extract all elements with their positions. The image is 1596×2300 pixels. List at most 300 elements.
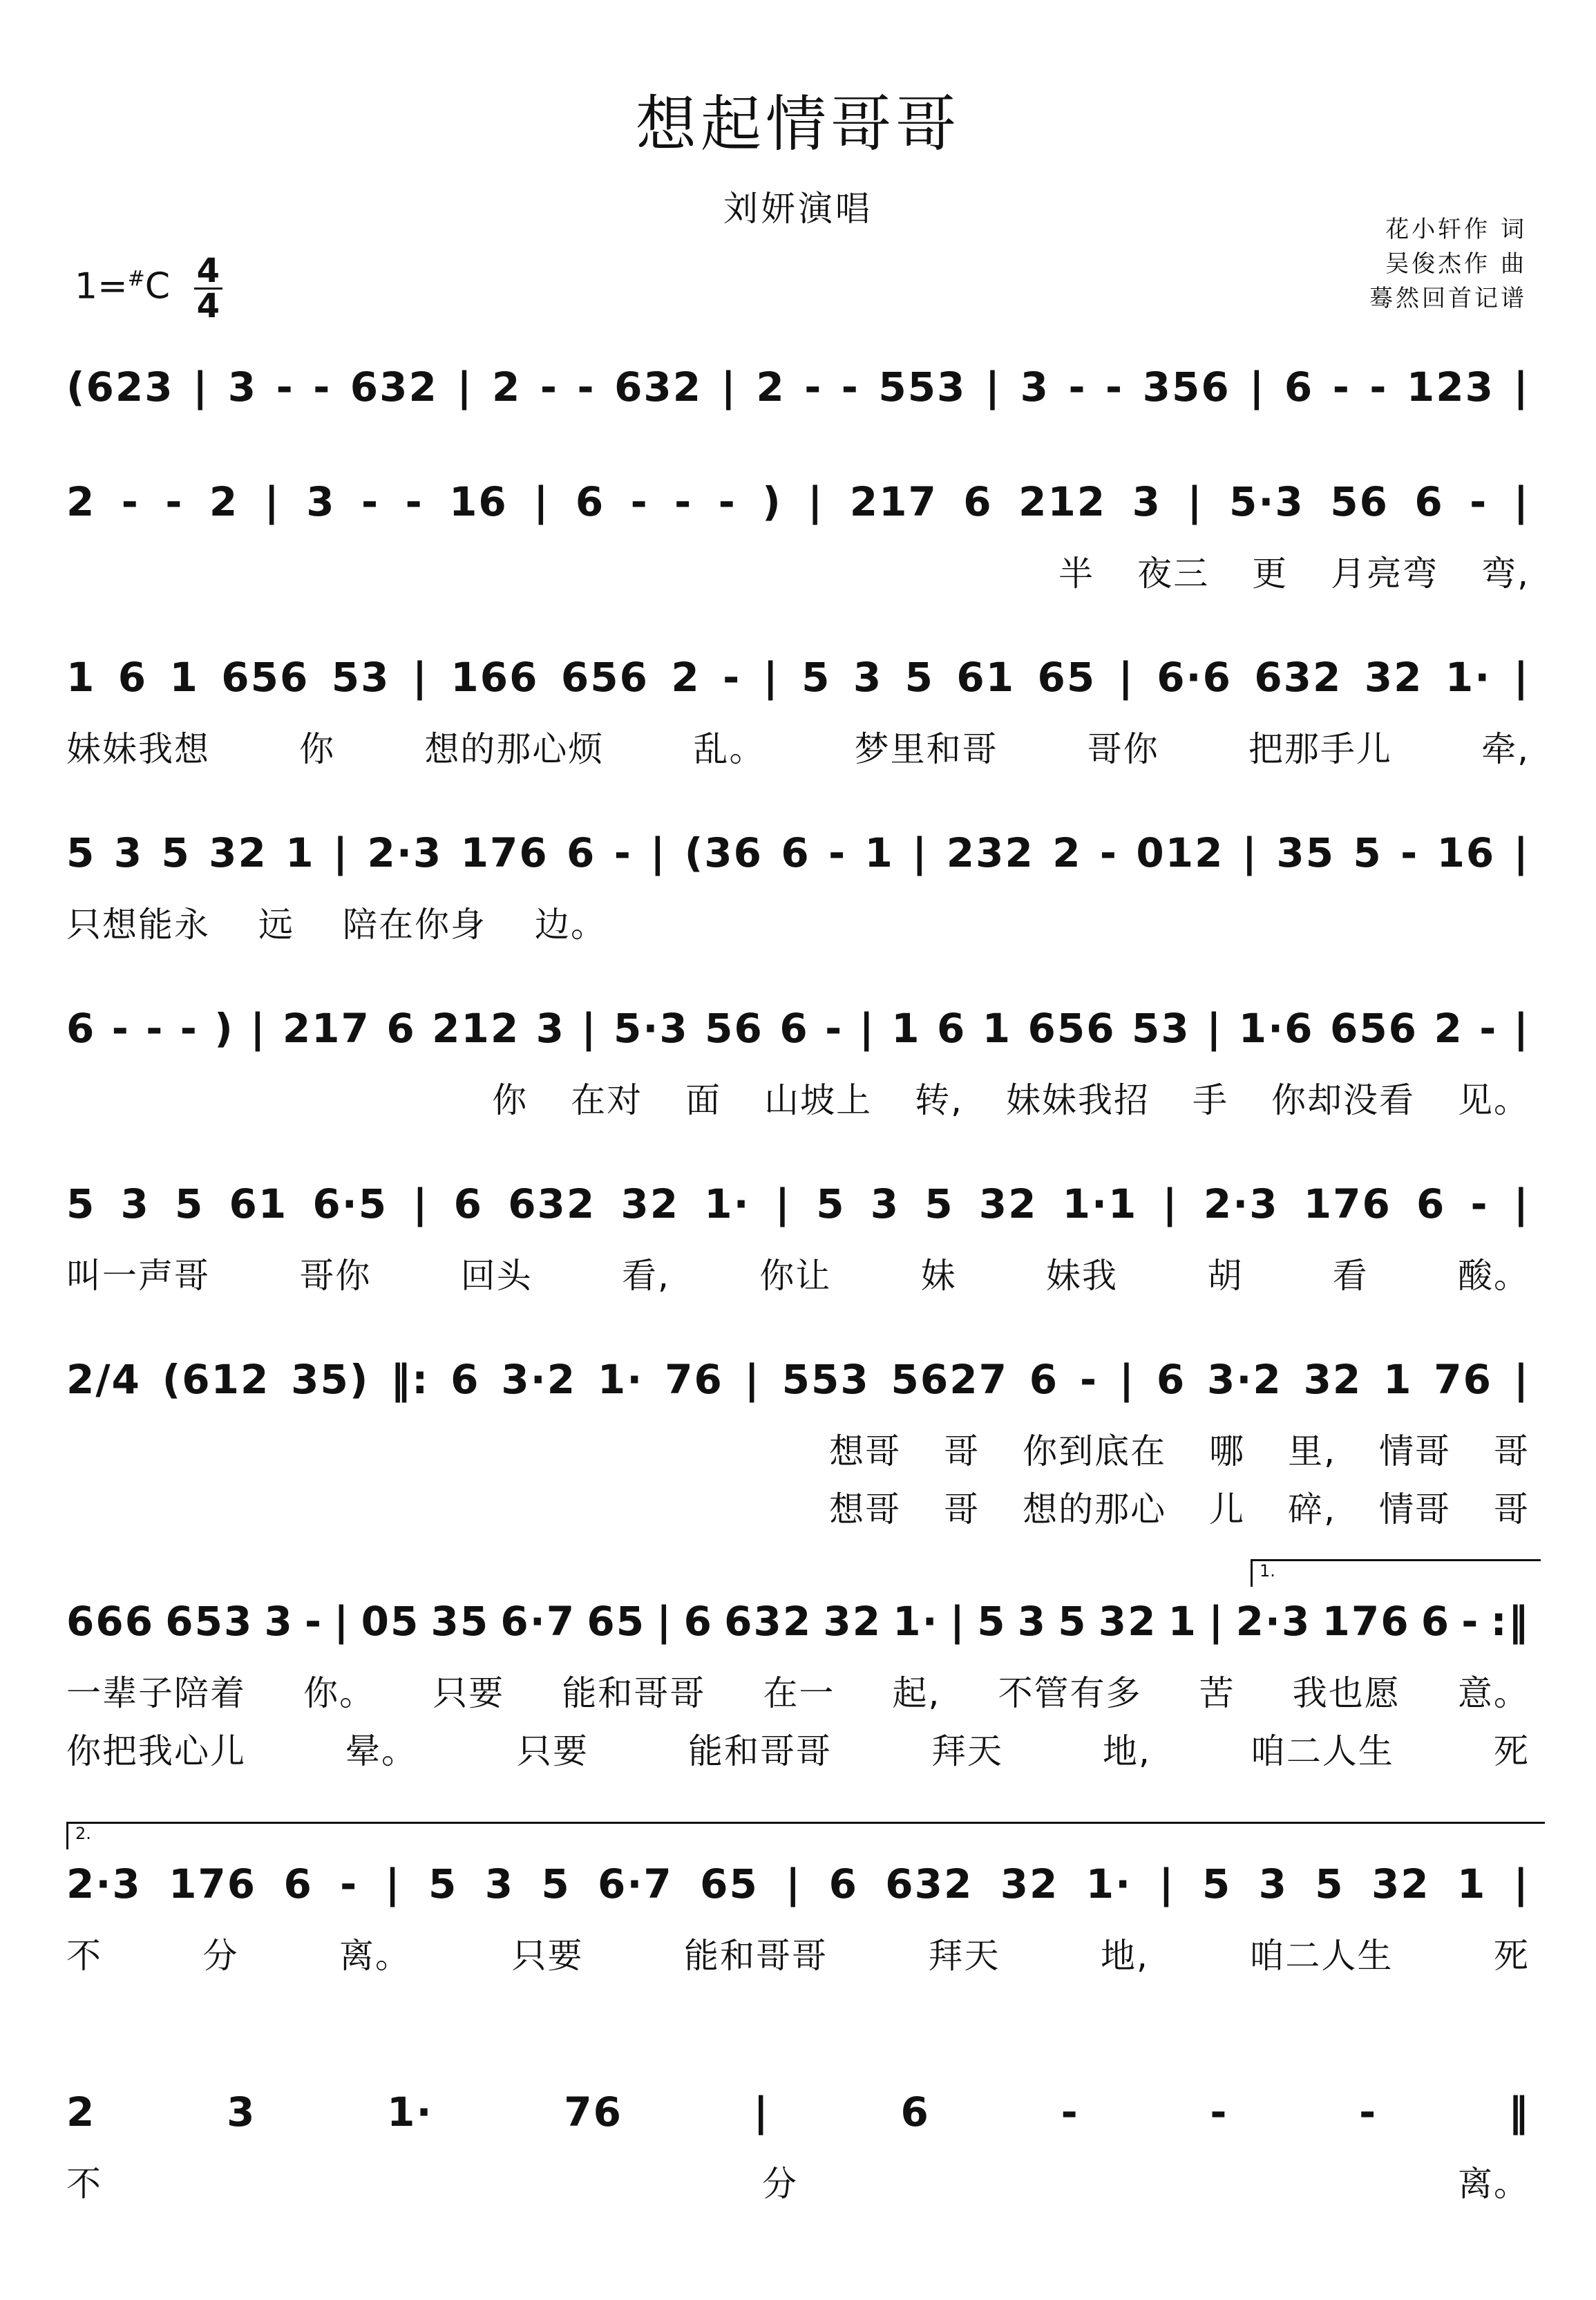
lyric-word: 想的那心 [1023,1489,1167,1529]
note-group: 35 [1276,829,1336,876]
note-group: 632 [724,1598,813,1645]
bar-line: | [193,364,209,411]
note-group: 232 [946,829,1034,876]
key-signature [75,252,222,326]
note-group: 6 [386,1005,416,1052]
note-group: 1·6 [1238,1005,1314,1052]
note-group: 3 [227,2089,256,2136]
lyric-word: 里, [1288,1431,1336,1471]
note-group: 1 [1456,1860,1487,1907]
note-group: - [1079,1356,1099,1403]
note-group: 5 [175,1180,205,1227]
note-group: 3 [306,478,336,525]
note-group: - [630,478,649,525]
note-group: 56 [1330,478,1389,525]
note-group: - [718,478,737,525]
bar-line: | [1513,364,1530,411]
lyric-word: 碎, [1288,1489,1336,1529]
notation-text [66,1176,1530,1232]
note-group: 2·3 [66,1860,142,1907]
lyric-word: 叫一声哥 [66,1256,210,1296]
notation-text [66,1352,1530,1407]
note-group: 1· [893,1598,939,1645]
lyric-word: 只要 [511,1936,584,1976]
lyric-word: 拜天 [928,1936,1000,1976]
note-group: - [1105,364,1124,411]
lyric-word: 哥你 [1087,729,1159,769]
note-group: 2·3 [1235,1598,1311,1645]
note-group: 53 [1132,1005,1190,1052]
lyric-word: 哥你 [299,1256,372,1296]
lyric-word: 我也愿 [1292,1673,1400,1713]
note-group: 632 [614,364,703,411]
note-group: - [180,1005,198,1052]
lyric-word: 月亮弯 [1331,554,1439,594]
bar-line: | [650,829,667,876]
note-group: 5627 [891,1356,1008,1403]
note-group: 61 [956,654,1016,701]
lyric-word: 只想能永 [66,905,210,945]
lyric-word: 起, [892,1673,941,1713]
note-group: - [1369,364,1388,411]
note-group: 3 [264,1598,294,1645]
lyric-word: 你却没看 [1271,1080,1415,1120]
notation-line [0,1856,1596,1912]
note-group: 2/4 [66,1356,141,1403]
note-group: 2·3 [1203,1180,1279,1227]
notation-text [66,359,1530,415]
note-group: 1· [597,1356,644,1403]
lyric-word: 看 [1332,1256,1369,1296]
note-group: 6 [283,1860,313,1907]
lyric-word: 哥 [1494,1489,1530,1529]
note-group: 56 [705,1005,763,1052]
lyric-word: 夜三 [1137,554,1210,594]
note-group: - [1332,364,1351,411]
note-group: 553 [781,1356,870,1403]
note-group: - [1470,478,1488,525]
lyric-word: 哪 [1209,1431,1246,1471]
note-group: (612 [162,1356,270,1403]
notation-text [66,1594,1530,1649]
bar-line: | [1206,1005,1223,1052]
note-group: 656 [1329,1005,1418,1052]
note-group: - [1400,829,1419,876]
lyric-word: 不 [66,1936,102,1976]
lyric-word: 分 [202,1936,239,1976]
note-group: - [305,1598,323,1645]
bar-line: | [763,654,779,701]
note-group: 176 [169,1860,257,1907]
song-title: 想起情哥哥 [635,88,960,160]
note-group: - [276,364,294,411]
note-group: 5 [541,1860,571,1907]
bar-line: | [1513,478,1530,525]
note-group: 212 [1018,478,1107,525]
note-group: 553 [878,364,967,411]
note-group: 3 [1020,364,1049,411]
bar-line: | [753,2089,770,2136]
lyricist-credit: 花小轩作 词 [1385,216,1527,243]
note-group: 6·6 [1157,654,1232,701]
bar-line: | [250,1005,267,1052]
lyric-word: 地, [1101,1936,1149,1976]
note-group: 32 [823,1598,882,1645]
note-group: 76 [564,2089,623,2136]
note-group: - [841,364,859,411]
note-group: 656 [1027,1005,1116,1052]
note-group: 76 [665,1356,723,1403]
notation-text [66,2084,1530,2140]
note-group: 65 [1037,654,1096,701]
note-group: 32 [1303,1356,1362,1403]
bar-line: | [385,1860,401,1907]
bar-line: | [533,478,550,525]
note-group: 012 [1136,829,1224,876]
note-group: 3 [1258,1860,1288,1907]
note-group: 3 [853,654,883,701]
note-group: 3 [227,364,258,411]
note-group: 6 [683,1598,713,1645]
key-note: C [144,265,171,308]
lyric-word: 能和哥哥 [562,1673,706,1713]
lyric-word: 苦 [1199,1673,1235,1713]
lyric-word: 想哥 [829,1489,902,1529]
lyric-word: 妹妹我招 [1006,1080,1150,1120]
notation-line [0,1176,1596,1232]
note-group: - [313,364,332,411]
bar-line: | [949,1598,967,1645]
note-group: 632 [1254,654,1342,701]
note-group: ‖ [1508,2089,1530,2136]
note-group: 1 [864,829,894,876]
lyric-word: 能和哥哥 [684,1936,828,1976]
note-group: ) [762,478,782,525]
note-group: - [804,364,823,411]
time-numerator: 4 [194,254,222,290]
bar-line: | [1162,1180,1179,1227]
note-group: 632 [508,1180,596,1227]
note-group: 2 [1052,829,1082,876]
notation-line [0,474,1596,529]
lyric-word: 情哥 [1379,1489,1451,1529]
note-group: 6 [1156,1356,1186,1403]
note-group: 1· [704,1180,750,1227]
note-group: 1· [1085,1860,1132,1907]
lyric-word: 想的那心烦 [424,729,605,769]
note-group: - [1099,829,1118,876]
lyric-word: 转, [915,1080,963,1120]
note-group: - [1210,2089,1228,2136]
note-group: 2 [756,364,786,411]
note-group: 5·3 [1229,478,1304,525]
note-group: 356 [1142,364,1231,411]
note-group: - [577,364,596,411]
time-denominator: 4 [196,287,220,326]
note-group: - [361,478,380,525]
note-group: 2 [671,654,701,701]
lyric-word: 你到底在 [1023,1431,1167,1471]
note-group: 2 [66,478,96,525]
lyric-word: 见。 [1458,1080,1530,1120]
lyric-word: 边。 [535,905,607,945]
note-group: 166 [450,654,539,701]
note-group: - [825,1005,844,1052]
bar-line: | [412,1180,429,1227]
note-group: 6 [567,829,596,876]
lyric-word: 胡 [1207,1256,1244,1296]
note-group: 65 [700,1860,759,1907]
note-group: 1 [169,654,199,701]
lyric-word: 拜天 [931,1731,1003,1771]
note-group: 3·2 [501,1356,577,1403]
note-group: 5 [924,1180,954,1227]
lyric-word: 只要 [433,1673,505,1713]
note-group: 32 [978,1180,1038,1227]
note-group: 6 [117,654,148,701]
note-group: 1 [891,1005,921,1052]
lyric-word: 梦里和哥 [854,729,998,769]
lyric-word: 离。 [1458,2164,1530,2204]
note-group: (623 [66,364,174,411]
note-group: 6 [66,1005,96,1052]
note-group: 217 [849,478,938,525]
note-group: 2 [66,2089,96,2136]
lyric-word: 在对 [571,1080,643,1120]
note-group: 3 [113,829,144,876]
note-group: 6 [1284,364,1314,411]
bar-line: | [581,1005,598,1052]
lyric-word: 你。 [303,1673,376,1713]
note-group: 6 [1421,1598,1451,1645]
lyric-word: 在一 [763,1673,835,1713]
lyric-word: 只要 [517,1731,589,1771]
volta-bracket: 2. [66,1822,1545,1849]
note-group: 32 [620,1180,680,1227]
note-group: 123 [1406,364,1494,411]
note-group: 76 [1434,1356,1492,1403]
time-signature [194,252,222,326]
note-group: 35) [291,1356,370,1403]
lyric-word: 儿 [1209,1489,1246,1529]
transcriber-credit: 蓦然回首记谱 [1369,285,1527,312]
lyric-word: 手 [1193,1080,1228,1120]
notation-line [0,2084,1596,2140]
lyric-word: 酸。 [1458,1256,1530,1296]
note-group: - [1061,2089,1079,2136]
lyric-word: 面 [685,1080,722,1120]
bar-line: | [656,1598,673,1645]
note-group: 1 [982,1005,1012,1052]
notation-line [0,359,1596,415]
note-group: 6 [1029,1356,1059,1403]
note-group: 6 [453,1180,484,1227]
note-group: 16 [1436,829,1496,876]
note-group: 5 [801,654,831,701]
note-group: 5 [66,1180,96,1227]
bar-line: | [775,1180,792,1227]
lyric-word: 远 [258,905,294,945]
note-group: 3·2 [1207,1356,1282,1403]
bar-line: | [1242,829,1258,876]
bar-line: | [859,1005,875,1052]
note-group: 176 [460,829,549,876]
note-group: 6 [450,1356,480,1403]
bar-line: | [1118,654,1134,701]
note-group: 3 [1132,478,1161,525]
note-group: - [1479,1005,1498,1052]
note-group: 32 [1371,1860,1430,1907]
note-group: 6 [936,1005,967,1052]
note-group: 6 [828,1860,858,1907]
bar-line: | [1208,1598,1225,1645]
composer-credit: 吴俊杰作 曲 [1385,250,1527,278]
note-group: 05 [361,1598,420,1645]
note-group: (36 [684,829,763,876]
note-group: 1· [1445,654,1492,701]
note-group: 32 [1000,1860,1059,1907]
note-group: - [828,829,847,876]
note-group: - [146,1005,164,1052]
bar-line: | [412,654,429,701]
note-group: - [340,1860,359,1907]
note-group: - [1359,2089,1378,2136]
lyric-word: 咱二人生 [1250,1731,1394,1771]
note-group: 5 [1201,1860,1232,1907]
bar-line: | [1187,478,1204,525]
lyric-word: 分 [762,2164,798,2204]
note-group: 653 [165,1598,254,1645]
lyric-word: 山坡上 [764,1080,873,1120]
note-group: 6 [900,2089,930,2136]
notation-line [0,1352,1596,1407]
note-group: 1 [285,829,315,876]
bar-line: | [457,364,473,411]
bar-line: | [985,364,1002,411]
singer-credit: 刘妍演唱 [723,189,873,229]
lyric-word: 乱。 [693,729,766,769]
notation-text [66,1856,1530,1912]
lyric-word: 地, [1103,1731,1151,1771]
note-group: ‖: [390,1356,430,1403]
lyric-word: 死 [1493,1731,1530,1771]
note-group: 6 [781,829,810,876]
note-group: 3 [120,1180,150,1227]
lyric-word: 哥 [944,1431,980,1471]
note-group: 32 [1364,654,1423,701]
lyric-word: 你 [492,1080,529,1120]
note-group: 5 [1315,1860,1345,1907]
note-group: 217 [282,1005,370,1052]
bar-line: | [1513,654,1530,701]
bar-line: | [332,829,350,876]
note-group: 5·3 [614,1005,689,1052]
note-group: 5 [161,829,191,876]
bar-line: | [1513,1356,1530,1403]
bar-line: | [334,1598,350,1645]
notation-text [66,650,1530,705]
lyric-word: 能和哥哥 [688,1731,832,1771]
notation-text [66,825,1530,880]
lyric-word: 离。 [339,1936,411,1976]
note-group: - [111,1005,130,1052]
note-group: 61 [229,1180,288,1227]
bar-line: | [1159,1860,1175,1907]
note-group: 3 [484,1860,515,1907]
note-group: - [165,478,184,525]
bar-line: | [912,829,929,876]
note-group: 666 [66,1598,155,1645]
lyric-word: 情哥 [1379,1431,1451,1471]
lyric-word: 晕。 [345,1731,417,1771]
key-label: 1= [75,265,128,308]
note-group: - [540,364,558,411]
bar-line: | [1249,364,1266,411]
bar-line: | [721,364,737,411]
note-group: 3 [535,1005,565,1052]
lyric-word: 咱二人生 [1249,1936,1394,1976]
lyric-word: 半 [1058,554,1095,594]
notation-line [0,1001,1596,1056]
note-group: 5 [977,1598,1007,1645]
bar-line: | [1119,1356,1136,1403]
note-group: 6·5 [312,1180,388,1227]
lyric-word: 看, [622,1256,670,1296]
note-group: 35 [430,1598,490,1645]
note-group: 6 [1414,478,1444,525]
note-group: 1· [387,2089,433,2136]
note-group: 656 [560,654,649,701]
lyric-word: 妹我 [1045,1256,1118,1296]
lyric-word: 更 [1252,554,1289,594]
note-group: 5 [904,654,934,701]
lyric-word: 你让 [759,1256,832,1296]
notation-line [0,650,1596,705]
lyric-word: 把那手儿 [1248,729,1392,769]
note-group: 32 [209,829,267,876]
lyric-word: 不管有多 [998,1673,1142,1713]
note-group: ) [214,1005,234,1052]
notation-line [0,1594,1596,1649]
note-group: 65 [587,1598,646,1645]
note-group: - [674,478,693,525]
lyric-word: 你 [299,729,336,769]
bar-line: | [1513,1180,1530,1227]
note-group: 6·7 [500,1598,576,1645]
note-group: 2 [492,364,522,411]
note-group: :‖ [1490,1598,1530,1645]
lyric-word: 哥 [944,1489,980,1529]
lyric-word: 想哥 [829,1431,902,1471]
note-group: 6 [575,478,605,525]
bar-line: | [808,478,824,525]
lyric-word: 妹妹我想 [66,729,210,769]
note-group: 6 [779,1005,809,1052]
note-group: 32 [1098,1598,1157,1645]
notation-text [66,1001,1530,1056]
bar-line: | [744,1356,761,1403]
note-group: 632 [885,1860,973,1907]
note-group: 656 [221,654,310,701]
volta-bracket: 1. [1251,1559,1541,1587]
lyric-word: 死 [1493,1936,1530,1976]
note-group: - [723,654,741,701]
notation-line [0,825,1596,880]
bar-line: | [1513,1005,1530,1052]
lyric-word: 牵, [1481,729,1530,769]
lyric-word: 回头 [460,1256,533,1296]
note-group: 6·7 [598,1860,673,1907]
